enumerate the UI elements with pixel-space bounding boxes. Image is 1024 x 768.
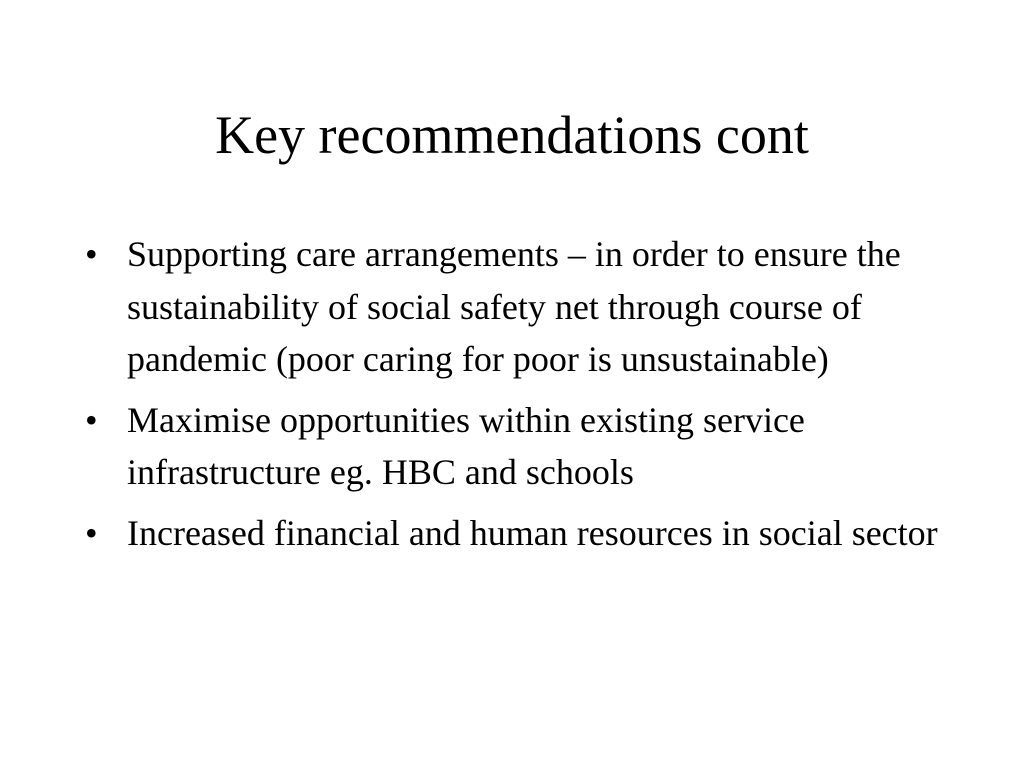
bullet-icon: • bbox=[85, 512, 98, 553]
bullet-icon: • bbox=[85, 399, 98, 440]
bullet-list bbox=[85, 228, 965, 567]
bullet-text: Increased financial and human resources in social sector bbox=[127, 512, 938, 553]
bullet-text: Maximise opportunities within existing service infrastructure eg. HBC and schools bbox=[127, 399, 805, 492]
slide-title: Key recommendations cont bbox=[215, 105, 809, 165]
bullet-item-maximise-opportunities bbox=[85, 394, 965, 499]
bullet-text: Supporting care arrangements – in order to ensure the sustainability of social safety net through course of pandemic (poor caring for poor is unsustainable) bbox=[127, 234, 901, 379]
bullet-item-care-arrangements bbox=[85, 228, 965, 386]
bullet-item-increased-resources bbox=[85, 507, 965, 560]
bullet-icon: • bbox=[85, 234, 98, 274]
